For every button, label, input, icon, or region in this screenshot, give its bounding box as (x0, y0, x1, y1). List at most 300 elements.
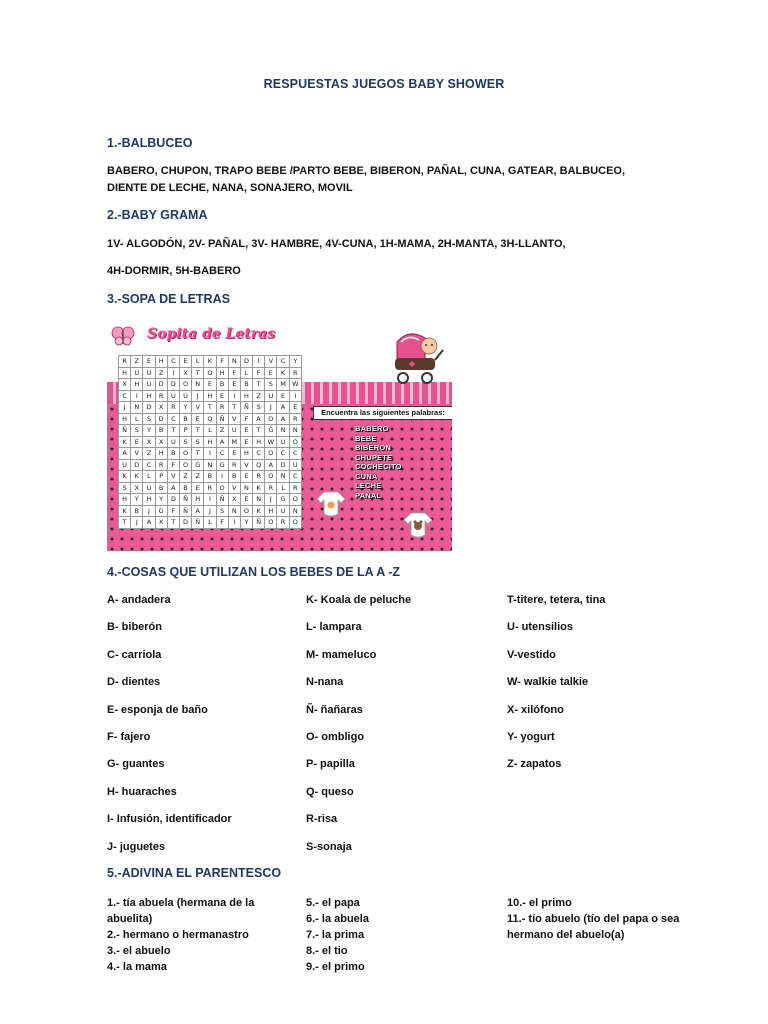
word-search-image (107, 320, 452, 551)
grid-letter: J (204, 505, 216, 517)
grid-letter: N (228, 505, 240, 517)
grid-letter: J (143, 505, 155, 517)
grid-row (119, 494, 302, 506)
grid-letter: E (131, 436, 143, 448)
butterfly-icon (111, 324, 135, 348)
word-list-item: BIBERON (355, 443, 391, 452)
grid-letter: Y (240, 517, 252, 529)
grid-letter: B (179, 413, 191, 425)
grid-letter: I (289, 390, 301, 402)
grid-row (119, 517, 302, 529)
grid-letter: N (289, 505, 301, 517)
grid-letter: L (143, 471, 155, 483)
grid-letter: G (216, 459, 228, 471)
grid-letter: V (240, 459, 252, 471)
grid-letter: U (265, 390, 277, 402)
grid-letter: D (155, 379, 167, 391)
list-item: F- fajero (107, 730, 151, 743)
grid-letter: Ñ (192, 517, 204, 529)
grid-letter: N (240, 482, 252, 494)
word-list-instruction: Encuentra las siguientes palabras: (313, 406, 452, 420)
grid-letter: Z (253, 390, 265, 402)
list-item: D- dientes (107, 676, 161, 689)
list-item: 10.- el primo (507, 897, 572, 909)
grid-letter: T (192, 448, 204, 460)
grid-letter: H (204, 436, 216, 448)
grid-row (119, 448, 302, 460)
word-list-item: CUNA (355, 471, 378, 481)
grid-letter: V (228, 482, 240, 494)
grid-letter: K (119, 505, 131, 517)
grid-letter: R (204, 482, 216, 494)
grid-letter: H (216, 367, 228, 379)
grid-letter: H (119, 367, 131, 379)
grid-letter: Ñ (216, 413, 228, 425)
grid-letter: O (179, 459, 191, 471)
grid-letter: E (265, 367, 277, 379)
grid-letter: Y (131, 494, 143, 506)
grid-letter: Ñ (179, 505, 191, 517)
grid-letter: L (277, 482, 289, 494)
list-item: 3.- el abuelo (107, 945, 171, 957)
grid-letter: H (119, 413, 131, 425)
grid-letter: J (131, 517, 143, 529)
list-item: C- carriola (107, 648, 162, 661)
cosas-column-1 (107, 593, 232, 867)
grid-letter: J (265, 494, 277, 506)
grid-letter: I (216, 471, 228, 483)
grid-letter: S (143, 413, 155, 425)
grid-letter: U (143, 482, 155, 494)
grid-letter: P (179, 425, 191, 437)
word-list-item: COCHECITO (355, 462, 402, 471)
grid-letter: U (143, 367, 155, 379)
grid-letter: F (167, 459, 179, 471)
grid-letter: I (131, 390, 143, 402)
grid-letter: D (240, 356, 252, 368)
list-item: 9.- el primo (306, 961, 365, 973)
grid-letter: U (228, 425, 240, 437)
grid-letter: K (119, 436, 131, 448)
grid-letter: O (216, 482, 228, 494)
grid-letter: Y (289, 356, 301, 368)
list-item: H- huaraches (107, 785, 177, 798)
grid-letter: X (119, 379, 131, 391)
grid-letter: L (131, 413, 143, 425)
grid-letter: X (228, 494, 240, 506)
grid-letter: D (179, 517, 191, 529)
grid-letter: D (143, 402, 155, 414)
grid-letter: Q (253, 459, 265, 471)
baby-stroller-icon (389, 328, 447, 386)
word-list (355, 424, 402, 500)
grid-letter: T (253, 425, 265, 437)
grid-letter: V (167, 471, 179, 483)
grid-letter: E (228, 448, 240, 460)
list-item: 5.- el papa (306, 897, 360, 909)
grid-letter: C (167, 413, 179, 425)
word-list-item: CHUPETE (355, 452, 393, 462)
grid-letter: H (143, 390, 155, 402)
grid-letter: Ñ (253, 517, 265, 529)
grid-letter: Y (179, 402, 191, 414)
grid-letter: R (167, 402, 179, 414)
list-item: N-nana (306, 676, 344, 689)
grid-letter: Y (155, 494, 167, 506)
grid-letter: O (204, 367, 216, 379)
grid-letter: A (167, 482, 179, 494)
grid-letter: B (204, 471, 216, 483)
grid-row (119, 425, 302, 437)
grid-letter: H (192, 494, 204, 506)
list-item: R-risa (306, 813, 338, 826)
grid-letter: C (289, 448, 301, 460)
grid-letter: B (179, 482, 191, 494)
word-list-item: BABERO (355, 424, 389, 433)
grid-row (119, 367, 302, 379)
parentesco-column-2 (306, 895, 476, 975)
grid-letter: F (228, 367, 240, 379)
list-item: 7.- la prima (306, 929, 365, 941)
list-item: O- ombligo (306, 730, 365, 743)
grid-letter: H (240, 390, 252, 402)
grid-letter: R (289, 482, 301, 494)
grid-letter: K (131, 471, 143, 483)
grid-letter: R (265, 482, 277, 494)
grid-letter: U (277, 505, 289, 517)
list-item: S-sonaja (306, 840, 352, 853)
heading-cosas-bebes: 4.-COSAS QUE UTILIZAN LOS BEBES DE LA A -Z (107, 565, 401, 579)
grid-letter: E (228, 379, 240, 391)
list-item: 11.- tío abuelo (tío del papa o sea hermano del abuelo(a) (507, 913, 680, 941)
grid-letter: O (265, 413, 277, 425)
grid-letter: E (143, 356, 155, 368)
grid-letter: B (155, 425, 167, 437)
grid-letter: F (216, 517, 228, 529)
grid-letter: Z (131, 356, 143, 368)
grid-letter: N (131, 402, 143, 414)
word-list-item: PAÑAL (355, 490, 382, 500)
grid-letter: E (192, 413, 204, 425)
list-item: 6.- la abuela (306, 913, 369, 925)
grid-letter: E (216, 390, 228, 402)
grid-letter: I (228, 390, 240, 402)
grid-letter: N (289, 425, 301, 437)
list-item: Y- yogurt (507, 730, 555, 743)
grid-letter: T (192, 425, 204, 437)
grid-letter: C (289, 471, 301, 483)
cosas-column-2 (306, 593, 411, 867)
grid-letter: B (155, 482, 167, 494)
grid-letter: E (277, 390, 289, 402)
grid-letter: S (253, 402, 265, 414)
grid-letter: E (240, 425, 252, 437)
list-item: V-vestido (507, 648, 556, 661)
grid-letter: Ñ (216, 494, 228, 506)
grid-letter: A (192, 505, 204, 517)
grid-letter: X (155, 402, 167, 414)
grid-letter: R (155, 390, 167, 402)
grid-letter: N (204, 459, 216, 471)
grid-letter: U (167, 390, 179, 402)
grid-letter: G (155, 505, 167, 517)
grid-letter: U (167, 436, 179, 448)
grid-row (119, 482, 302, 494)
grid-row (119, 356, 302, 368)
grid-letter: J (265, 402, 277, 414)
grid-letter: D (167, 379, 179, 391)
grid-letter: E (179, 356, 191, 368)
grid-letter: R (155, 459, 167, 471)
grid-letter: W (265, 436, 277, 448)
grid-letter: G (265, 425, 277, 437)
grid-row (119, 379, 302, 391)
parentesco-column-3 (507, 895, 707, 943)
grid-letter: L (192, 356, 204, 368)
word-list-item: LECHE (355, 481, 382, 490)
grid-letter: H (253, 436, 265, 448)
grid-letter: Z (155, 367, 167, 379)
grid-letter: Z (216, 425, 228, 437)
grid-letter: T (192, 367, 204, 379)
grid-letter: A (216, 436, 228, 448)
grid-letter: C (277, 356, 289, 368)
grid-letter: L (204, 517, 216, 529)
list-item: I- Infusión, identificador (107, 813, 232, 826)
list-item: K- Koala de peluche (306, 594, 412, 606)
grid-letter: E (289, 402, 301, 414)
heading-baby-grama: 2.-BABY GRAMA (107, 208, 208, 222)
grid-letter: D (277, 459, 289, 471)
list-item: U- utensilios (507, 621, 574, 634)
grama-answers-line1: 1V- ALGODÓN, 2V- PAÑAL, 3V- HAMBRE, 4V-CUNA, 1H-MAMA, 2H-MANTA, 3H-LLANTO, (107, 238, 566, 250)
grid-letter: F (253, 367, 265, 379)
grid-letter: I (167, 367, 179, 379)
word-search-logo: Sopita de Letras (147, 326, 276, 342)
onesie-bear-icon (403, 511, 433, 539)
grid-letter: J (119, 402, 131, 414)
list-item: P- papilla (306, 758, 355, 771)
grid-letter: G (277, 494, 289, 506)
grid-letter: I (228, 517, 240, 529)
grid-letter: H (204, 390, 216, 402)
grid-letter: B (228, 471, 240, 483)
grid-letter: T (204, 402, 216, 414)
grid-letter: L (204, 425, 216, 437)
grama-answers-line2: 4H-DORMIR, 5H-BABERO (107, 265, 241, 277)
grid-row (119, 505, 302, 517)
grid-letter: U (289, 459, 301, 471)
grid-letter: D (167, 494, 179, 506)
grid-letter: R (119, 356, 131, 368)
grid-letter: A (143, 517, 155, 529)
grid-letter: T (228, 402, 240, 414)
grid-letter: H (119, 494, 131, 506)
grid-letter: Z (179, 471, 191, 483)
grid-letter: R (289, 413, 301, 425)
grid-letter: U (131, 367, 143, 379)
list-item: W- walkie talkie (507, 676, 589, 689)
grid-row (119, 459, 302, 471)
grid-letter: X (155, 517, 167, 529)
grid-letter: W (289, 379, 301, 391)
list-item: J- juguetes (107, 840, 166, 853)
grid-letter: U (143, 379, 155, 391)
grid-letter: R (277, 517, 289, 529)
list-item: Z- zapatos (507, 758, 562, 771)
grid-letter: Q (204, 413, 216, 425)
grid-letter: S (179, 436, 191, 448)
grid-letter: N (253, 494, 265, 506)
grid-letter: F (240, 413, 252, 425)
grid-letter: Ñ (179, 494, 191, 506)
grid-letter: O (240, 505, 252, 517)
grid-letter: E (204, 379, 216, 391)
grid-letter: Z (192, 471, 204, 483)
grid-letter: S (216, 505, 228, 517)
grid-letter: O (289, 494, 301, 506)
grid-letter: J (192, 390, 204, 402)
grid-letter: M (277, 379, 289, 391)
grid-letter: Z (143, 448, 155, 460)
grid-letter: E (192, 482, 204, 494)
grid-letter: Ñ (240, 402, 252, 414)
grid-letter: H (155, 356, 167, 368)
grid-letter: A (277, 413, 289, 425)
list-item: X- xilófono (507, 703, 564, 716)
grid-row (119, 413, 302, 425)
grid-letter: R (228, 459, 240, 471)
grid-letter: T (119, 517, 131, 529)
grid-letter: V (228, 413, 240, 425)
grid-letter: I (204, 494, 216, 506)
grid-letter: H (155, 448, 167, 460)
grid-letter: I (253, 356, 265, 368)
grid-letter: C (216, 448, 228, 460)
grid-letter: H (131, 379, 143, 391)
list-item: 2.- hermano o hermanastro (107, 929, 249, 941)
grid-letter: A (119, 448, 131, 460)
grid-letter: H (265, 505, 277, 517)
grid-letter: A (265, 459, 277, 471)
grid-letter: N (228, 356, 240, 368)
grid-letter: O (179, 379, 191, 391)
grid-letter: F (216, 356, 228, 368)
grid-letter: R (253, 471, 265, 483)
grid-letter: K (253, 505, 265, 517)
list-item: 8.- el tio (306, 945, 348, 957)
list-item: B- biberón (107, 621, 162, 634)
grid-letter: K (119, 471, 131, 483)
grid-letter: C (253, 448, 265, 460)
grid-letter: X (131, 482, 143, 494)
grid-letter: D (131, 459, 143, 471)
grid-letter: K (204, 356, 216, 368)
grid-letter: N (277, 471, 289, 483)
grid-letter: T (167, 517, 179, 529)
list-item: Q- queso (306, 785, 354, 798)
grid-letter: K (277, 367, 289, 379)
grid-letter: V (265, 356, 277, 368)
grid-letter: O (179, 448, 191, 460)
document-title: RESPUESTAS JUEGOS BABY SHOWER (263, 77, 505, 91)
grid-letter: X (143, 436, 155, 448)
grid-letter: F (167, 505, 179, 517)
grid-letter: C (143, 459, 155, 471)
grid-row (119, 436, 302, 448)
grid-letter: I (204, 448, 216, 460)
grid-row (119, 471, 302, 483)
grid-letter: A (277, 402, 289, 414)
list-item: E- esponja de baño (107, 703, 208, 716)
grid-letter: B (131, 505, 143, 517)
grid-row (119, 402, 302, 414)
word-search-grid (118, 355, 302, 529)
grid-letter: O (289, 517, 301, 529)
grid-letter: N (192, 379, 204, 391)
grid-letter: S (119, 482, 131, 494)
grid-letter: P (155, 471, 167, 483)
grid-letter: H (143, 494, 155, 506)
heading-balbuceo: 1.-BALBUCEO (107, 136, 193, 150)
grid-letter: K (253, 482, 265, 494)
grid-letter: D (155, 413, 167, 425)
grid-letter: U (119, 459, 131, 471)
grid-letter: V (192, 402, 204, 414)
grid-letter: B (216, 379, 228, 391)
grid-letter: C (167, 356, 179, 368)
grid-letter: U (277, 436, 289, 448)
grid-letter: L (240, 367, 252, 379)
list-item: G- guantes (107, 758, 165, 771)
grid-letter: O (265, 517, 277, 529)
grid-letter: C (119, 390, 131, 402)
heading-parentesco: 5.-ADIVINA EL PARENTESCO (107, 866, 282, 880)
grid-letter: V (131, 448, 143, 460)
list-item: 4.- la mama (107, 961, 167, 973)
grid-letter: C (277, 448, 289, 460)
grid-letter: Ñ (119, 425, 131, 437)
list-item: A- andadera (107, 594, 171, 606)
list-item: L- lampara (306, 621, 362, 634)
heading-sopa-de-letras: 3.-SOPA DE LETRAS (107, 292, 230, 306)
grid-row (119, 390, 302, 402)
parentesco-column-1 (107, 895, 277, 975)
grid-letter: S (265, 379, 277, 391)
grid-letter: M (228, 436, 240, 448)
list-item: Ñ- ñañaras (306, 703, 363, 716)
grid-letter: O (265, 471, 277, 483)
list-item: T-titere, tetera, tina (507, 594, 606, 606)
grid-letter: O (289, 436, 301, 448)
grid-letter: Y (143, 425, 155, 437)
grid-letter: O (265, 448, 277, 460)
grid-letter: R (289, 367, 301, 379)
grid-letter: S (131, 425, 143, 437)
grid-letter: U (179, 390, 191, 402)
grid-letter: X (155, 436, 167, 448)
grid-letter: B (167, 448, 179, 460)
list-item: 1.- tía abuela (hermana de la abuelita) (107, 897, 255, 925)
grid-letter: E (240, 436, 252, 448)
grid-letter: B (240, 379, 252, 391)
grid-letter: N (277, 425, 289, 437)
onesie-icon (316, 490, 346, 518)
cosas-column-3 (507, 593, 605, 785)
balbuceo-answers: BABERO, CHUPON, TRAPO BEBE /PARTO BEBE, BIBERON, PAÑAL, CUNA, GATEAR, BALBUCEO, DIENTE DE LECHE, NANA, SONAJERO, MOVIL (107, 165, 626, 194)
grid-letter: E (240, 471, 252, 483)
grid-letter: X (179, 367, 191, 379)
